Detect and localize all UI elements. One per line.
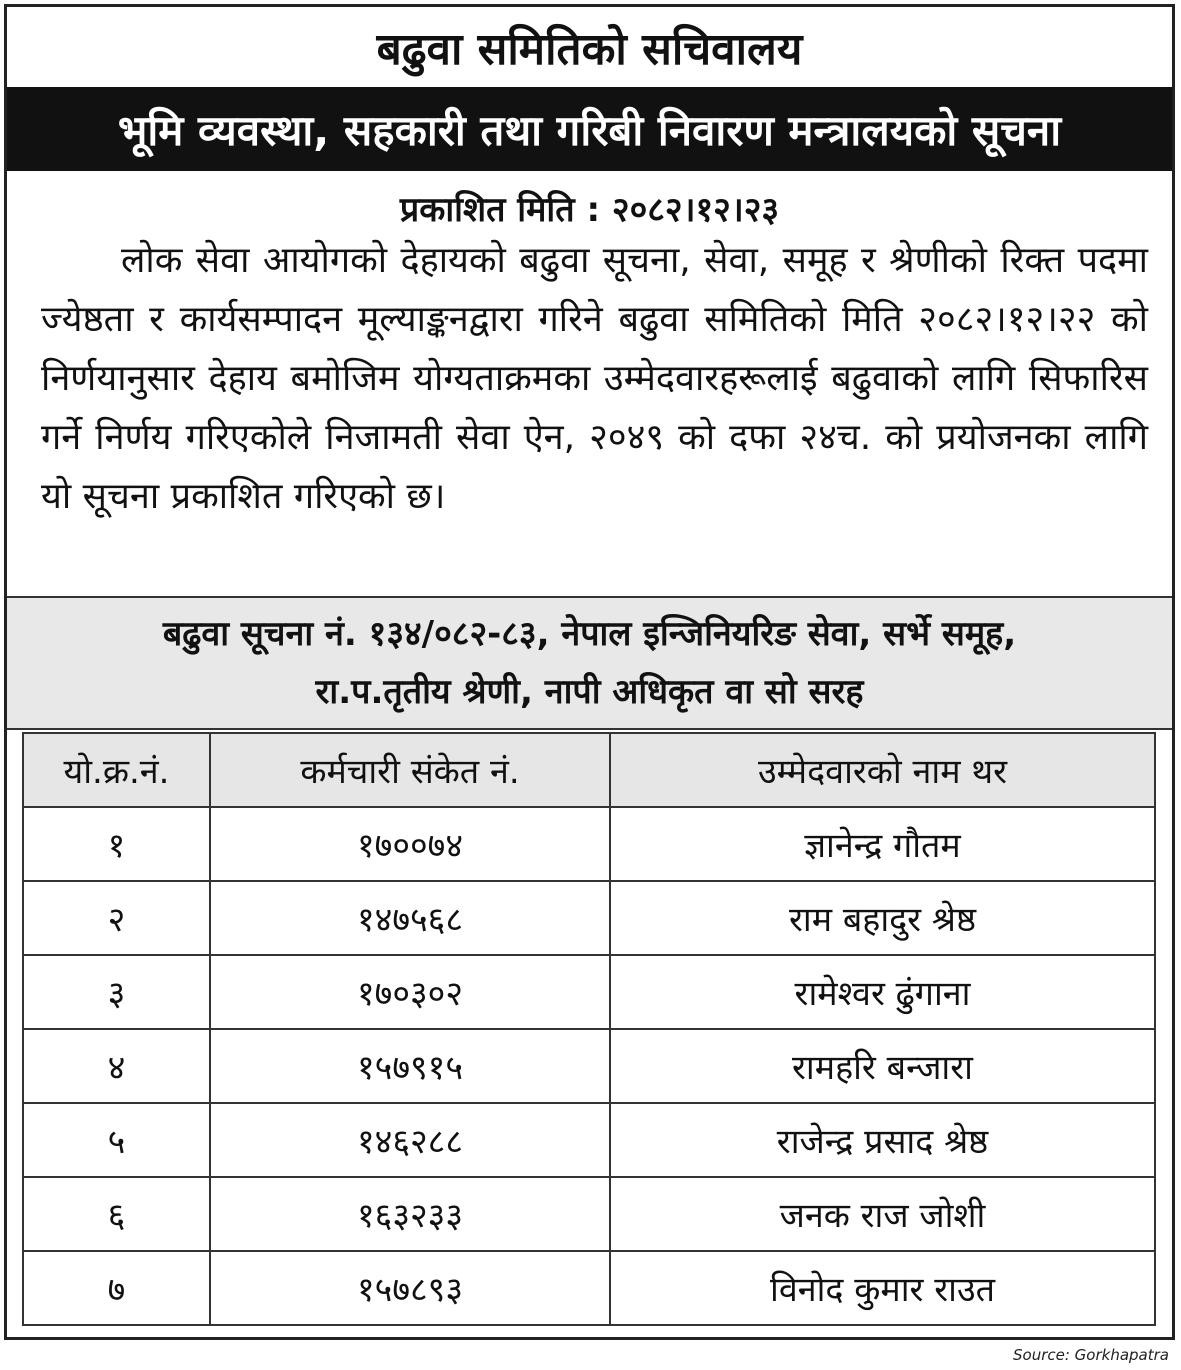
header-serial: यो.क्र.नं. [23,733,210,807]
employee-code-cell: १७०३०२ [210,955,610,1029]
header-employee-code: कर्मचारी संकेत नं. [210,733,610,807]
table-row [23,955,1155,1029]
candidate-name-cell: ज्ञानेन्द्र गौतम [610,807,1155,881]
table-row [23,807,1155,881]
header-candidate-name: उम्मेदवारको नाम थर [610,733,1155,807]
published-date: प्रकाशित मिति : २०८२।१२।२३ [399,190,780,230]
table-header-row [23,733,1155,807]
table-row [23,1251,1155,1325]
source-credit: Source: Gorkhapatra [1013,1346,1169,1364]
serial-cell: १ [23,807,210,881]
candidate-name-cell: राजेन्द्र प्रसाद श्रेष्ठ [610,1103,1155,1177]
serial-cell: ७ [23,1251,210,1325]
employee-code-cell: १६३२३३ [210,1177,610,1251]
serial-cell: ६ [23,1177,210,1251]
employee-code-cell: १४६२८८ [210,1103,610,1177]
candidate-table [22,732,1156,1326]
heading-line-1: बढुवा सूचना नं. १३४/०८२-८३, नेपाल इन्जिनियरिङ सेवा, सर्भे समूह, [162,614,1017,654]
table-row [23,1103,1155,1177]
employee-code-cell: १५७८९३ [210,1251,610,1325]
table-row [23,1177,1155,1251]
serial-cell: ४ [23,1029,210,1103]
notice-title: बढुवा समितिको सचिवालय [376,24,803,75]
ministry-banner: भूमि व्यवस्था, सहकारी तथा गरिबी निवारण मन्त्रालयको सूचना [7,87,1172,171]
employee-code-cell: १४७५६८ [210,881,610,955]
candidate-name-cell: राम बहादुर श्रेष्ठ [610,881,1155,955]
heading-line-2: रा.प.तृतीय श्रेणी, नापी अधिकृत वा सो सरह [315,672,864,712]
promotion-notice-heading [7,596,1172,730]
serial-cell: ३ [23,955,210,1029]
candidate-name-cell: विनोद कुमार राउत [610,1251,1155,1325]
notice-body: लोक सेवा आयोगको देहायको बढुवा सूचना, सेवा, समूह र श्रेणीको रिक्त पदमा ज्येष्ठता र कार्यसम्पादन मूल्याङ्कनद्वारा गरिने बढुवा समितिको मिति २०८२।१२।२२ को निर्णयानुसार देहाय बमोजिम योग्यताक्रमका उम्मेदवारहरूलाई बढुवाको लागि सिफारिस गर्ने निर्णय गरिएकोले निजामती सेवा ऐन, २०४९ को दफा २४च. को प्रयोजनका लागि यो सूचना प्रकाशित गरिएको छ। [41,240,1148,517]
serial-cell: २ [23,881,210,955]
candidate-name-cell: रामेश्वर ढुंगाना [610,955,1155,1029]
candidate-name-cell: जनक राज जोशी [610,1177,1155,1251]
serial-cell: ५ [23,1103,210,1177]
employee-code-cell: १७००७४ [210,807,610,881]
employee-code-cell: १५७९१५ [210,1029,610,1103]
table-row [23,1029,1155,1103]
candidate-name-cell: रामहरि बन्जारा [610,1029,1155,1103]
table-row [23,881,1155,955]
